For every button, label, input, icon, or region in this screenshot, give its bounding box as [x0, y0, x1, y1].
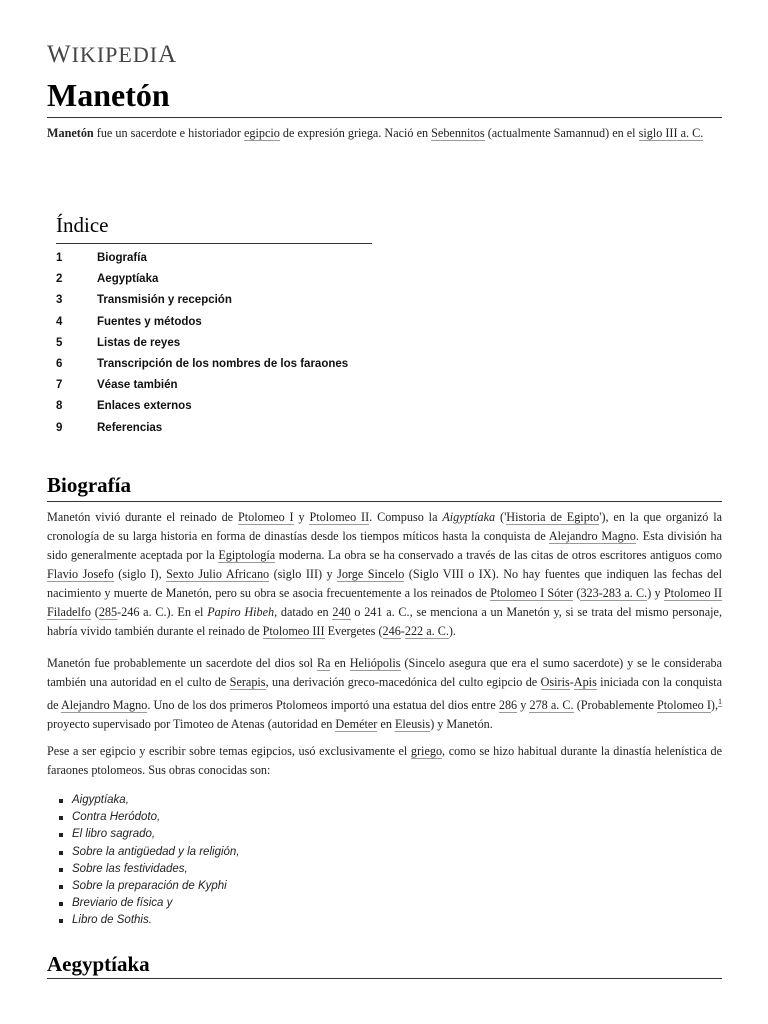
text: , una derivación greco-macedónica del culto egipcio de — [265, 675, 541, 689]
list-item: Sobre las festividades, — [47, 861, 240, 878]
text: y — [293, 510, 310, 524]
text: - — [569, 675, 574, 689]
link-286[interactable]: 286 — [498, 698, 518, 713]
italic-title: Papiro Hibeh — [207, 605, 275, 619]
intro-text: de expresión griega. Nació en — [279, 126, 432, 140]
section-divider — [47, 978, 722, 979]
link-278[interactable]: 278 a. C. — [529, 698, 574, 713]
bio-paragraph-2 — [47, 654, 722, 734]
toc-item[interactable] — [56, 376, 372, 397]
text: ( — [91, 605, 99, 619]
text: o 241 a. C., se menciona a un Manetón y, si se trata del mismo personaje, habría vivido también durante el reinado de — [47, 605, 722, 638]
list-item: Libro de Sothis. — [47, 912, 240, 929]
toc-item-number: 4 — [56, 315, 63, 328]
link-jorge-sincelo[interactable]: Jorge Sincelo — [337, 567, 405, 581]
bio-paragraph-3 — [47, 742, 722, 780]
toc-item[interactable] — [56, 397, 372, 418]
text: en — [377, 717, 395, 732]
toc-item-label[interactable]: Véase también — [97, 379, 178, 392]
text: -246 a. C.). En el — [117, 605, 208, 619]
text: . Compuso la — [369, 510, 443, 524]
list-item: El libro sagrado, — [47, 826, 240, 843]
link-alejandro-magno[interactable]: Alejandro Magno — [548, 529, 636, 543]
toc-item-label[interactable]: Transmisión y recepción — [97, 294, 232, 307]
toc-item-label[interactable]: Biografía — [97, 252, 147, 264]
toc-item[interactable] — [56, 291, 372, 312]
text: Manetón fue probablemente un sacerdote del dios sol — [47, 656, 317, 670]
toc-item-number: 6 — [56, 357, 63, 370]
intro-bold-term: Manetón — [47, 126, 94, 140]
text: (Siglo VIII o IX). No hay fuentes que indiquen las fechas del nacimiento y muerte de Manetón, pero su obra se asocia frecuentemente a los reinados de — [47, 567, 722, 600]
toc-item[interactable] — [56, 419, 372, 440]
text: Evergetes ( — [324, 624, 383, 638]
toc-item[interactable] — [56, 334, 372, 355]
text: ) y Manetón. — [430, 717, 493, 732]
link-ptolomeo-i-soter[interactable]: Ptolomeo I Sóter — [490, 586, 574, 600]
link-ptolomeo-i[interactable]: Ptolomeo I — [237, 510, 294, 524]
toc-item-label[interactable]: Listas de reyes — [97, 336, 181, 349]
section-divider — [47, 501, 722, 502]
works-list — [47, 792, 240, 930]
toc-item-label[interactable]: Aegyptíaka — [97, 273, 159, 286]
page-title: Manetón — [47, 77, 170, 113]
toc-item[interactable] — [56, 355, 372, 376]
toc-heading: Índice — [56, 213, 109, 237]
link-serapis[interactable]: Serapis — [229, 675, 266, 689]
list-item: Contra Heródoto, — [47, 809, 240, 826]
section-heading-aegyptiaka: Aegyptíaka — [47, 952, 150, 976]
toc-item-label[interactable]: Fuentes y métodos — [97, 315, 202, 328]
link-egiptologia[interactable]: Egiptología — [218, 548, 276, 562]
toc-item[interactable] — [56, 313, 372, 334]
text: (siglo I), — [113, 567, 167, 581]
table-of-contents — [56, 213, 372, 440]
link-historia-de-egipto[interactable]: Historia de Egipto — [506, 510, 600, 524]
text: , como se hizo habitual durante la dinastía helenística de faraones ptolomeos. Sus obras conocidas son: — [47, 744, 722, 777]
toc-item-label[interactable]: Referencias — [97, 421, 163, 434]
text: moderna. La obra se ha conservado a través de las citas de otros escritores antiguos como — [275, 548, 722, 562]
link-sebennitos[interactable]: Sebennitos — [431, 126, 485, 140]
link-222[interactable]: 222 a. C. — [404, 624, 449, 638]
link-eleusis[interactable]: Eleusis — [394, 717, 431, 732]
link-griego[interactable]: griego — [410, 744, 443, 758]
toc-item-number: 8 — [56, 400, 63, 413]
text: y — [517, 698, 530, 713]
text: iniciada con la conquista de — [47, 675, 722, 713]
text: (' — [495, 510, 507, 524]
italic-title: Aigyptíaka — [442, 510, 496, 524]
link-egipcio[interactable]: egipcio — [243, 126, 280, 140]
logo-final: A — [158, 41, 178, 68]
text: - — [400, 624, 405, 638]
intro-paragraph — [47, 124, 722, 143]
intro-text: fue un sacerdote e historiador — [93, 126, 244, 140]
text: ), — [710, 698, 719, 713]
link-apis[interactable]: Apis — [573, 675, 597, 689]
toc-item-label[interactable]: Transcripción de los nombres de los faraones — [97, 357, 349, 370]
footnote-ref-1[interactable]: 1 — [718, 697, 723, 706]
text: (Probablemente — [573, 698, 657, 713]
link-285[interactable]: 285 — [98, 605, 118, 619]
text: Manetón vivió durante el reinado de — [47, 510, 238, 524]
text: (Sincelo asegura que era el sumo sacerdote) y se le consideraba también una autoridad en el culto de — [47, 656, 722, 689]
link-siglo-iii[interactable]: siglo III a. C. — [638, 126, 704, 140]
list-item: Breviario de física y — [47, 895, 240, 912]
toc-item-number: 1 — [56, 252, 63, 264]
text: , datado en — [274, 605, 333, 619]
link-flavio-josefo[interactable]: Flavio Josefo — [47, 567, 114, 581]
link-240[interactable]: 240 — [332, 605, 351, 619]
toc-item[interactable] — [56, 249, 372, 270]
list-item: Sobre la antigüedad y la religión, — [47, 844, 240, 861]
text: ). — [448, 624, 456, 638]
text: (siglo III) y — [269, 567, 338, 581]
link-246[interactable]: 246 — [382, 624, 401, 638]
toc-item-number: 2 — [56, 273, 63, 286]
link-ptolomeo-ii-filadelfo[interactable]: Ptolomeo II Filadelfo — [47, 586, 723, 619]
toc-list — [56, 249, 372, 440]
toc-item-number: 7 — [56, 379, 63, 392]
link-demeter[interactable]: Deméter — [335, 717, 378, 732]
toc-item[interactable] — [56, 270, 372, 291]
link-ptolomeo-i[interactable]: Ptolomeo I — [657, 698, 711, 713]
text: . Uno de los dos primeros Ptolomeos importó una estatua del dios entre — [147, 698, 499, 713]
intro-text: (actualmente Samannud) en el — [484, 126, 639, 140]
text: ) y — [647, 586, 664, 600]
text: '), en la que organizó la cronología de su larga historia en forma de dinastías desde los tiempos míticos hasta la conquista de — [47, 510, 723, 543]
text: . Esta división ha sido generalmente aceptada por la — [47, 529, 722, 562]
text: Pese a ser egipcio y escribir sobre temas egipcios, usó exclusivamente el — [47, 744, 411, 758]
text: ( — [573, 586, 581, 600]
link-ptolomeo-iii[interactable]: Ptolomeo III — [262, 624, 325, 638]
toc-item-number: 5 — [56, 336, 63, 349]
link-alejandro-magno[interactable]: Alejandro Magno — [60, 698, 148, 713]
text: proyecto supervisado por Timoteo de Atenas (autoridad en — [47, 717, 336, 732]
bio-paragraph-1 — [47, 508, 722, 641]
list-item: Sobre la preparación de Kyphi — [47, 878, 240, 895]
link-sexto-julio-africano[interactable]: Sexto Julio Africano — [166, 567, 270, 581]
toc-divider — [56, 243, 372, 244]
link-ptolomeo-ii[interactable]: Ptolomeo II — [309, 510, 370, 524]
logo-middle: IKIPEDI — [71, 42, 159, 67]
link-ra[interactable]: Ra — [316, 656, 331, 670]
list-item: Aigyptíaka, — [47, 792, 240, 809]
link-323-283[interactable]: 323-283 a. C. — [580, 586, 648, 600]
wikipedia-logo[interactable] — [47, 41, 177, 69]
logo-initial: W — [47, 41, 72, 68]
text: en — [330, 656, 350, 670]
toc-item-number: 9 — [56, 421, 63, 434]
section-heading-biografia: Biografía — [47, 473, 131, 497]
toc-item-number: 3 — [56, 294, 63, 307]
link-heliopolis[interactable]: Heliópolis — [349, 656, 401, 670]
title-divider — [47, 117, 722, 118]
toc-item-label[interactable]: Enlaces externos — [97, 400, 192, 413]
link-osiris[interactable]: Osiris — [540, 675, 570, 689]
